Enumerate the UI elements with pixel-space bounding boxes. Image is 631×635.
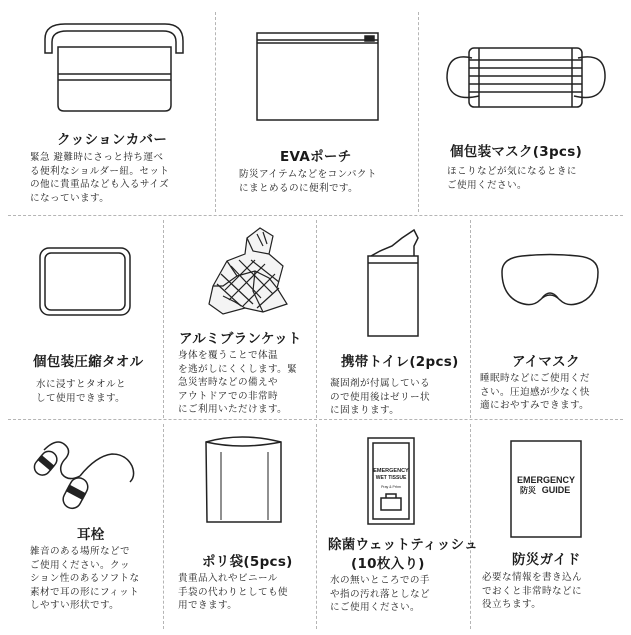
wet-tissue-label: WET TISSUE [375,475,407,481]
item-earplugs [0,420,164,635]
description-line: 身体を覆うことで体温 [178,350,278,361]
item-description [178,349,297,417]
description-line: ほこりなどが気になるときに [447,166,577,177]
guide-cover-text: 防災 [520,486,536,495]
title-line: 携帯トイレ(2pcs) [341,354,459,370]
guide-cover-text: EMERGENCY [516,475,576,485]
item-description [30,545,140,613]
guide-cover-text: GUIDE [541,485,571,495]
item-description [330,574,430,615]
description-line: にご使用ください。 [330,602,420,613]
description-line: 睡眠時などにご使用くだ [480,373,590,384]
wet-tissue-illustration [318,420,471,535]
item-title [512,350,580,370]
item-wet-tissue [318,420,478,635]
description-line: ので使用後はゼリー状 [330,391,430,403]
item-eva-pouch [216,0,419,215]
item-title [77,523,105,543]
description-line: 貴重品入れやビニール [178,573,278,584]
title-line: 除菌ウェットティッシュ [328,537,478,553]
item-description [482,571,582,612]
description-line: 急災害時などの備えや [178,377,278,388]
title-line: 耳栓 [77,527,105,543]
description-line: でおくと非常時などに [482,585,582,597]
description-line: ご使用ください。クッ [30,559,130,571]
description-line: さい。圧迫感が少なく快 [480,386,590,398]
item-title [57,128,167,148]
toilet-bag-illustration [318,216,471,341]
wet-tissue-label: EMERGENCY [373,468,409,474]
description-line: 緊急 避難時にさっと持ち運べ [30,152,164,163]
item-portable-toilet [318,216,471,419]
item-description [30,151,169,205]
item-title [33,350,143,370]
title-line: 個包装圧縮タオル [33,354,144,370]
mask-illustration [419,0,631,120]
title-line: (10枚入り) [351,556,425,572]
description-line: 水の無いところでの手 [330,575,430,586]
description-line: にまとめるのに便利です。 [239,182,359,194]
item-plastic-bags [165,420,317,635]
item-title [328,536,478,574]
description-line: や指の汚れ落としなど [330,588,430,600]
description-line: 適におやすみできます。 [480,400,590,411]
title-line: アルミブランケット [179,331,302,347]
description-line: になっています。 [30,192,110,204]
description-line: 必要な情報を書き込ん [482,572,582,583]
item-description [239,168,377,195]
item-description [36,378,126,405]
description-line: 素材で耳の形にフィット [30,586,140,598]
description-line: る便利なショルダー紐。セット [30,165,170,177]
towel-illustration [0,216,164,326]
item-description [330,377,430,418]
item-title [280,145,352,165]
description-line: ション性のあるソフトな [30,573,140,584]
item-eye-mask [472,216,631,419]
item-description [178,572,288,613]
title-line: 防災ガイド [512,552,581,568]
description-line: して使用できます。 [36,392,126,404]
item-disaster-guide [472,420,631,635]
title-line: アイマスク [512,354,580,370]
eva-pouch-illustration [216,0,419,120]
description-line: アウトドアでの非常時 [178,390,278,402]
item-title [341,350,459,370]
item-title [450,140,582,160]
description-line: 役立ちます。 [482,599,542,610]
blanket-illustration [165,216,317,326]
description-line: を逃がしにくくします。緊 [178,363,298,375]
guide-book-illustration [472,420,631,535]
description-line: 手袋の代わりとしても使 [178,586,288,598]
item-description [447,165,577,192]
description-line: 防災アイテムなどをコンパクト [239,169,377,180]
plastic-bag-illustration [165,420,317,535]
description-line: に固まります。 [330,405,400,416]
description-line: しやすい形状です。 [30,600,120,611]
description-line: 用できます。 [178,600,238,611]
description-line: にご利用いただけます。 [178,404,288,415]
eye-mask-illustration [472,216,631,326]
earplugs-illustration [0,420,164,530]
description-line: ご使用ください。 [447,179,527,191]
title-line: EVAポーチ [280,149,352,165]
item-cushion-cover [0,0,215,215]
item-title [202,550,293,570]
item-description [480,372,590,413]
title-line: クッションカバー [57,132,168,148]
item-aluminum-blanket [165,216,317,419]
item-mask [419,0,631,215]
item-title [512,548,581,568]
description-line: 水に浸すとタオルと [36,379,126,390]
item-title [179,327,302,347]
item-compressed-towel [0,216,164,419]
title-line: ポリ袋(5pcs) [202,554,293,570]
wet-tissue-label: Pray & Prhm [381,485,401,489]
cushion-cover-illustration [0,0,215,120]
description-line: 雑音のある場所などで [30,546,130,557]
description-line: の他に貴重品なども入るサイズ [30,179,170,190]
description-line: 凝固剤が付属している [330,378,430,389]
title-line: 個包装マスク(3pcs) [450,144,583,160]
